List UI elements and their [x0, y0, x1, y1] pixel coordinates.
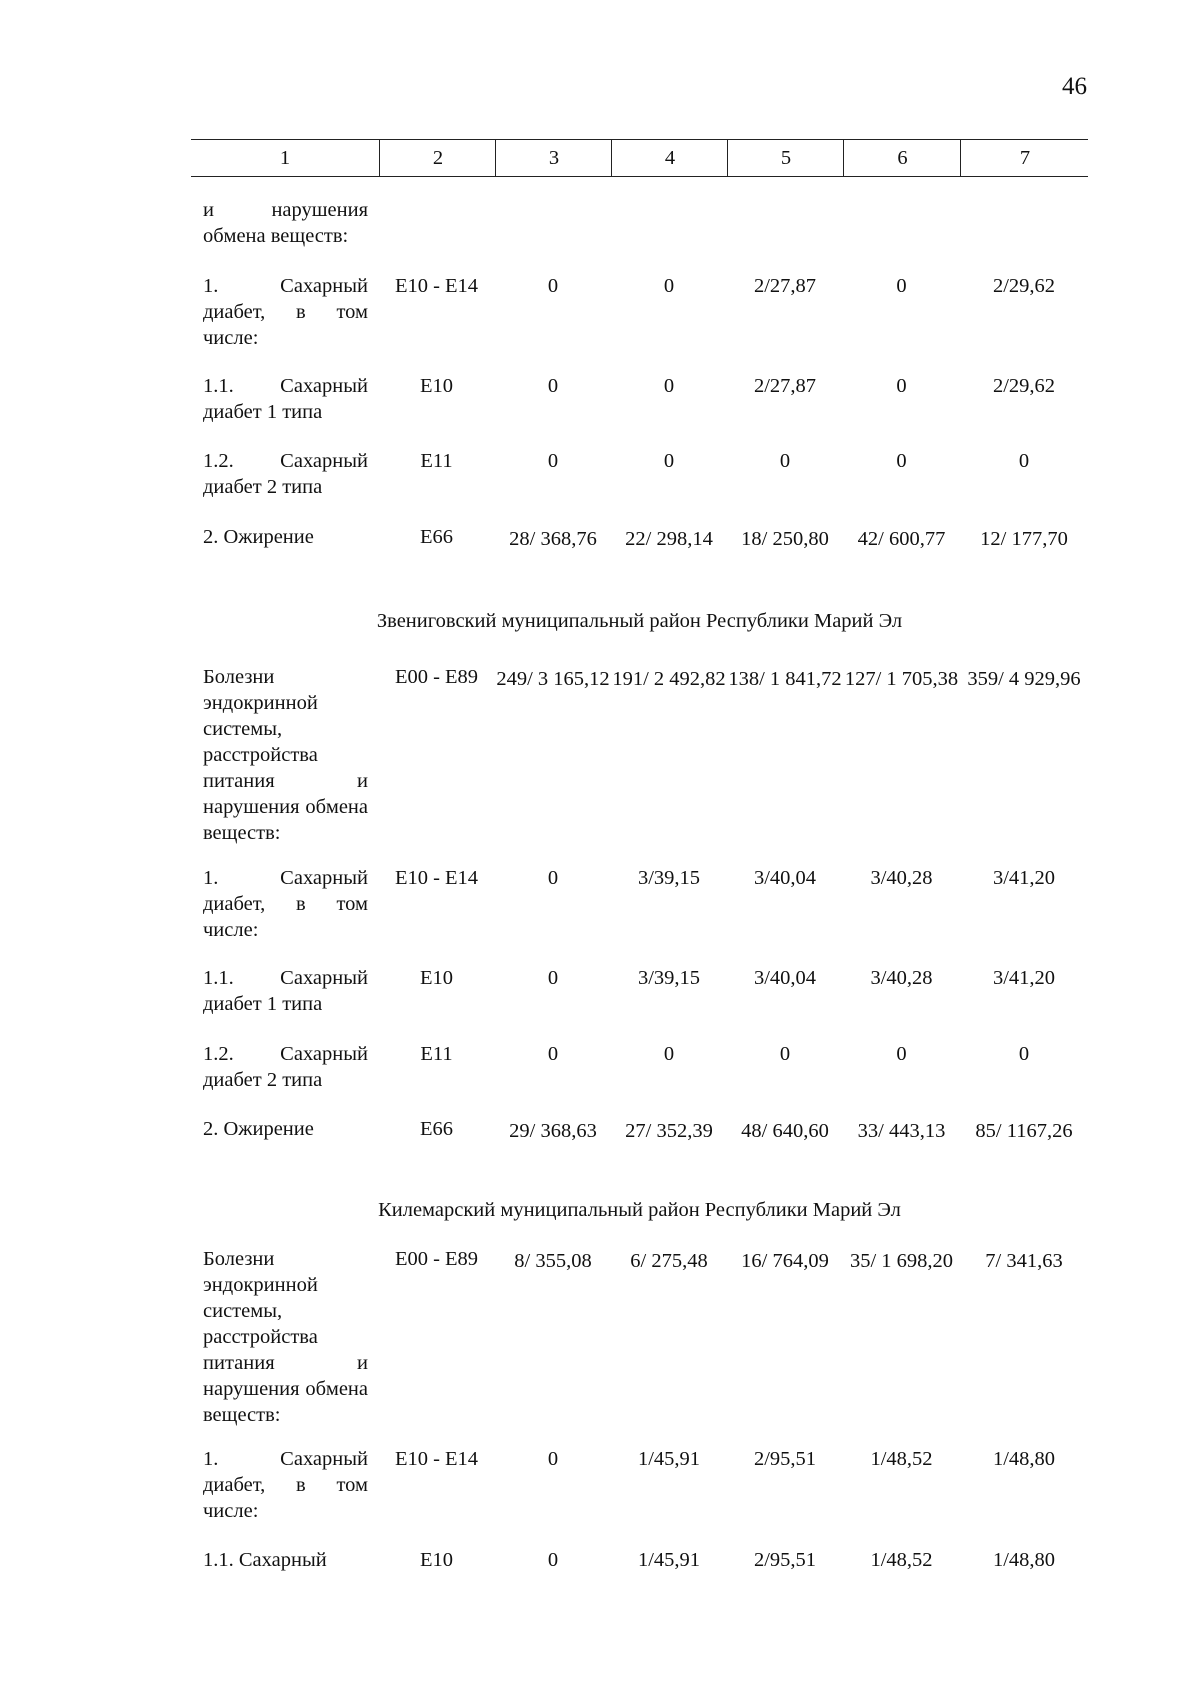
row-label: 1. Сахарный диабет, в том числе: [203, 867, 368, 941]
value-cell: 0 [547, 275, 559, 297]
row-label: Болезни эндокринной системы, расстройства питания и нарушения обмена веществ: [203, 1248, 368, 1426]
row-label: Болезни эндокринной системы, расстройства питания и нарушения обмена веществ: [203, 666, 368, 844]
value-cell: 3/39,15 [637, 867, 701, 889]
column-header: 2 [379, 140, 496, 176]
value-cell: 2/27,87 [753, 275, 817, 297]
column-header: 5 [727, 140, 844, 176]
value-cell: 7/ 341,63 [985, 1250, 1063, 1272]
value-cell: 6/ 275,48 [630, 1250, 708, 1272]
value-cell: 0 [896, 1043, 907, 1065]
row-label: 2. Ожирение [203, 526, 314, 548]
icd-code: E10 [419, 375, 454, 397]
column-header: 4 [611, 140, 728, 176]
icd-code: E11 [420, 1043, 453, 1065]
value-cell: 3/40,04 [753, 967, 817, 989]
value-cell: 2/95,51 [753, 1448, 817, 1470]
value-cell: 127/ 1 705,38 [844, 668, 959, 690]
value-cell: 2/29,62 [992, 275, 1056, 297]
value-cell: 0 [547, 1549, 559, 1571]
row-label: 1. Сахарный диабет, в том числе: [203, 275, 368, 349]
value-cell: 18/ 250,80 [741, 528, 829, 550]
column-header: 3 [495, 140, 612, 176]
value-cell: 0 [547, 967, 559, 989]
value-cell: 0 [547, 375, 559, 397]
icd-code: E10 [419, 967, 454, 989]
value-cell: 3/40,04 [753, 867, 817, 889]
value-cell: 29/ 368,63 [509, 1120, 597, 1142]
value-cell: 48/ 640,60 [741, 1120, 829, 1142]
row-label: 1.1. Сахарный диабет 1 типа [203, 967, 368, 1015]
value-cell: 0 [547, 1043, 559, 1065]
row-label: 1.1. Сахарный [203, 1549, 327, 1571]
value-cell: 359/ 4 929,96 [967, 668, 1081, 690]
value-cell: 85/ 1167,26 [975, 1120, 1073, 1142]
column-header: 6 [843, 140, 961, 176]
value-cell: 1/48,80 [992, 1448, 1056, 1470]
column-header: 7 [960, 140, 1089, 176]
value-cell: 0 [1018, 1043, 1030, 1065]
value-cell: 0 [663, 1043, 675, 1065]
value-cell: 138/ 1 841,72 [728, 668, 842, 690]
row-label: 1.1. Сахарный диабет 1 типа [203, 375, 368, 423]
value-cell: 249/ 3 165,12 [496, 668, 610, 690]
value-cell: 0 [547, 867, 559, 889]
value-cell: 0 [663, 275, 675, 297]
value-cell: 191/ 2 492,82 [612, 668, 726, 690]
value-cell: 2/29,62 [992, 375, 1056, 397]
value-cell: 27/ 352,39 [625, 1120, 713, 1142]
row-label: 1. Сахарный диабет, в том числе: [203, 1448, 368, 1522]
page-number: 46 [1062, 73, 1087, 100]
column-header: 1 [279, 147, 291, 169]
icd-code: E00 - E89 [394, 666, 479, 688]
value-cell: 28/ 368,76 [509, 528, 597, 550]
value-cell: 3/40,28 [870, 867, 933, 889]
value-cell: 35/ 1 698,20 [849, 1250, 954, 1272]
value-cell: 12/ 177,70 [980, 528, 1068, 550]
value-cell: 3/40,28 [870, 967, 933, 989]
value-cell: 3/41,20 [992, 967, 1056, 989]
value-cell: 0 [663, 450, 675, 472]
value-cell: 1/48,80 [992, 1549, 1056, 1571]
value-cell: 1/48,52 [870, 1448, 933, 1470]
value-cell: 0 [779, 450, 791, 472]
value-cell: 0 [1018, 450, 1030, 472]
row-label: 1.2. Сахарный диабет 2 типа [203, 450, 368, 498]
value-cell: 0 [663, 375, 675, 397]
value-cell: 0 [779, 1043, 791, 1065]
value-cell: 22/ 298,14 [625, 528, 713, 550]
icd-code: E10 - E14 [394, 1448, 479, 1470]
value-cell: 0 [547, 450, 559, 472]
value-cell: 0 [896, 275, 907, 297]
section-title: Звениговский муниципальный район Республики Марий Эл [376, 610, 903, 632]
row-label: 2. Ожирение [203, 1118, 314, 1140]
value-cell: 3/41,20 [992, 867, 1056, 889]
row-label: и нарушения обмена веществ: [203, 199, 368, 247]
value-cell: 2/95,51 [753, 1549, 817, 1571]
value-cell: 1/48,52 [870, 1549, 933, 1571]
value-cell: 0 [547, 1448, 559, 1470]
value-cell: 42/ 600,77 [857, 528, 946, 550]
value-cell: 1/45,91 [637, 1549, 701, 1571]
value-cell: 33/ 443,13 [857, 1120, 946, 1142]
value-cell: 3/39,15 [637, 967, 701, 989]
value-cell: 2/27,87 [753, 375, 817, 397]
value-cell: 0 [896, 375, 907, 397]
icd-code: E10 - E14 [394, 275, 479, 297]
icd-code: E11 [420, 450, 453, 472]
section-title: Килемарский муниципальный район Республики Марий Эл [378, 1199, 901, 1221]
icd-code: E66 [419, 1118, 454, 1140]
row-label: 1.2. Сахарный диабет 2 типа [203, 1043, 368, 1091]
icd-code: E00 - E89 [394, 1248, 479, 1270]
value-cell: 8/ 355,08 [514, 1250, 592, 1272]
icd-code: E66 [419, 526, 454, 548]
icd-code: E10 - E14 [394, 867, 479, 889]
value-cell: 16/ 764,09 [741, 1250, 829, 1272]
value-cell: 1/45,91 [637, 1448, 701, 1470]
icd-code: E10 [419, 1549, 454, 1571]
value-cell: 0 [896, 450, 907, 472]
